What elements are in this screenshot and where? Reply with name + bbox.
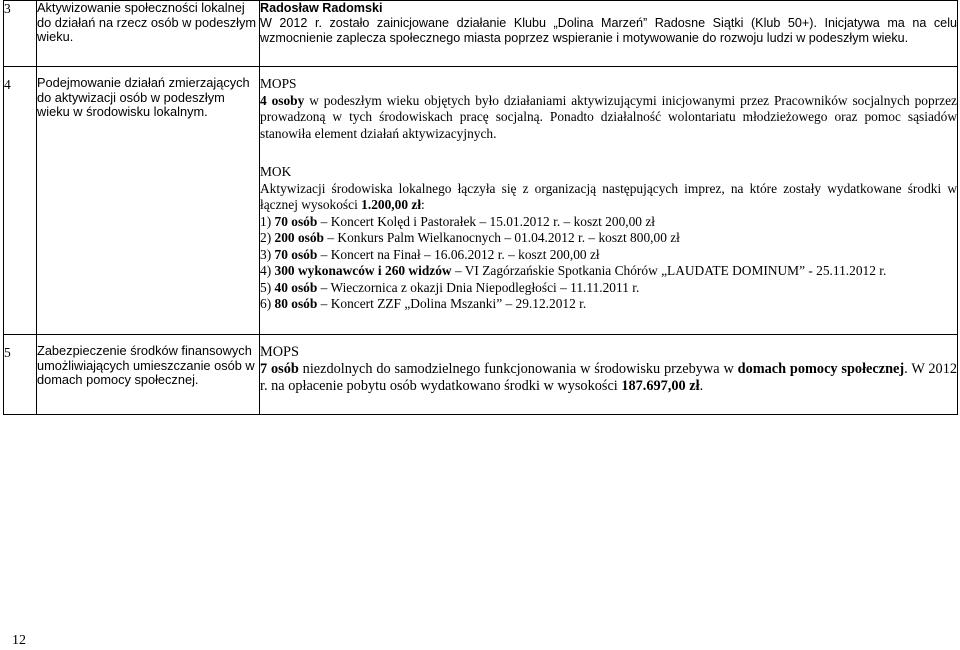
- implementation-description: [260, 1, 958, 67]
- bold-count: 4 osoby: [260, 92, 305, 108]
- row-number: 5: [4, 335, 37, 415]
- list-item: 1) 70 osób – Koncert Kolęd i Pastorałek – 15.01.2012 r. – koszt 200,00 zł: [260, 213, 656, 229]
- mok-text: Aktywizacji środowiska lokalnego łączyła się z organizacją następujących imprez, na które zostały wydatkowane środki w łącznej wysokości: [260, 180, 957, 212]
- spacer: [260, 142, 957, 164]
- list-item: 3) 70 osób – Koncert na Finał – 16.06.2012 r. – koszt 200,00 zł: [260, 246, 600, 262]
- implementation-description: [260, 67, 958, 335]
- section-heading-mops: MOPS: [260, 76, 297, 91]
- mok-paragraph: [260, 181, 957, 214]
- dps-paragraph: 7 osób niezdolnych do samodzielnego funkcjonowania w środowisku przebywa w domach pomocy społecznej. W 2012 r. na opłacenie pobytu osób wydatkowano środki w wysokości 187.697,00 zł.: [260, 361, 957, 394]
- task-description: Podejmowanie działań zmierzających do aktywizacji osób w podeszłym wieku w środowisku lokalnym.: [37, 67, 260, 335]
- table-row: [4, 1, 958, 67]
- mops-paragraph: [260, 93, 957, 143]
- implementation-description: [260, 335, 958, 415]
- author-name: Radosław Radomski: [260, 1, 383, 15]
- table-row: [4, 335, 958, 415]
- page-number: 12: [12, 633, 26, 648]
- task-description: Zabezpieczenie środków finansowych umożliwiających umieszczanie osób w domach pomocy społecznej.: [37, 335, 260, 415]
- mops-text: w podeszłym wieku objętych było działaniami aktywizującymi inicjowanymi przez Pracowników socjalnych poprzez prowadzoną w tych środowiskach pracę socjalną. Ponadto działalność wolontariatu młodzieżowego oraz pomoc sąsiadów stanowiła element działań aktywizacyjnych.: [260, 92, 957, 141]
- table-row: [4, 67, 958, 335]
- task-description: Aktywizowanie społeczności lokalnej do działań na rzecz osób w podeszłym wieku.: [37, 1, 260, 67]
- mok-total: 1.200,00 zł: [361, 197, 422, 212]
- list-item: 5) 40 osób – Wieczornica z okazji Dnia Niepodległości – 11.11.2011 r.: [260, 279, 640, 295]
- list-item: 2) 200 osób – Konkurs Palm Wielkanocnych – 01.04.2012 r. – koszt 800,00 zł: [260, 230, 680, 245]
- document-table: [3, 0, 958, 415]
- section-heading-mops: MOPS: [260, 344, 299, 360]
- mok-colon: :: [421, 197, 425, 212]
- club-description: W 2012 r. zostało zainicjowane działanie Klubu „Dolina Marzeń” Radosne Siątki (Klub 50+). Inicjatywa ma na celu wzmocnienie zaplecza społecznego miasta poprzez wspieranie i motywowanie do rozwoju ludzi w podeszłym wieku.: [260, 15, 957, 45]
- list-item: 6) 80 osób – Koncert ZZF „Dolina Mszanki” – 29.12.2012 r.: [260, 296, 587, 311]
- event-list: [260, 214, 957, 313]
- section-heading-mok: MOK: [260, 164, 292, 179]
- list-item: 4) 300 wykonawców i 260 widzów – VI Zagórzańskie Spotkania Chórów „LAUDATE DOMINUM” - 25.11.2012 r.: [260, 263, 887, 278]
- row-number: 4: [4, 67, 37, 335]
- row-number: 3: [4, 1, 37, 67]
